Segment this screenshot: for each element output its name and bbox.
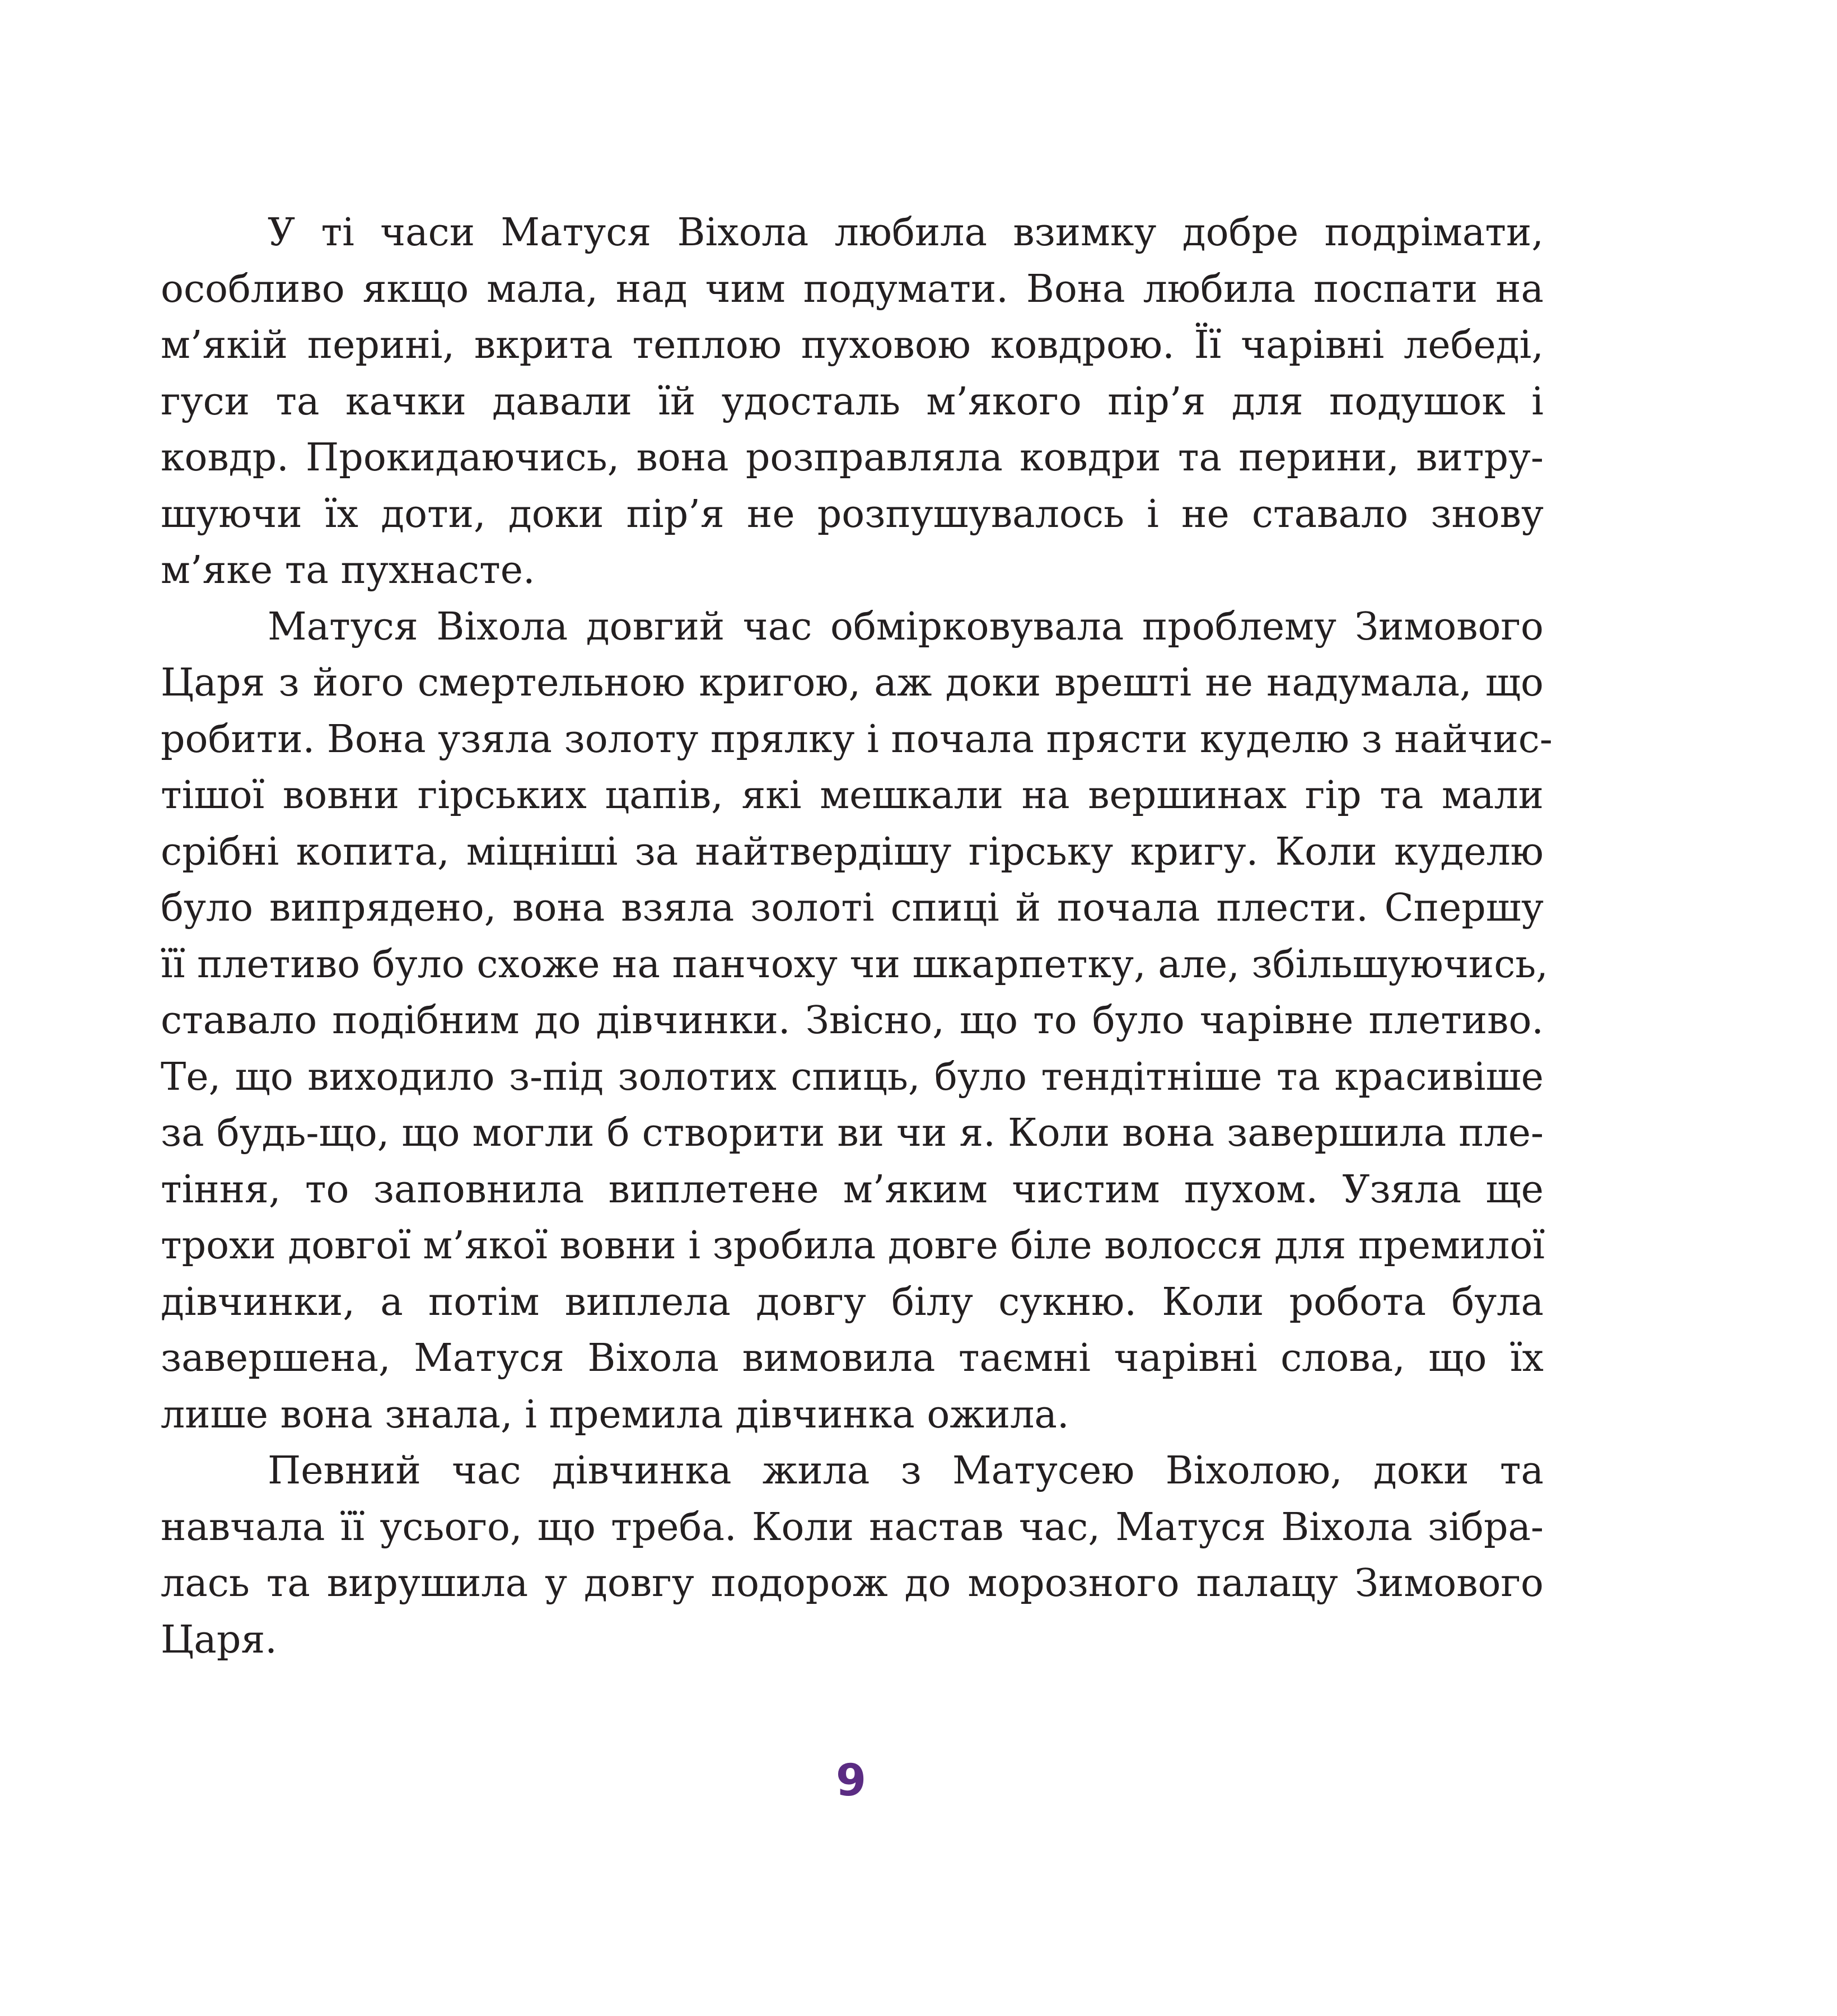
text-line: м’яке та пухнасте. <box>161 548 535 592</box>
text-line: м’якій перині, вкрита теплою пуховою ковдрою. Її чарівні лебеді, <box>161 323 1544 367</box>
text-line: Певний час дівчинка жила з Матусею Віхолою, доки та <box>268 1449 1544 1493</box>
text-line: її плетиво було схоже на панчоху чи шкарпетку, але, збільшуючись, <box>161 942 1548 987</box>
text-line: завершена, Матуся Віхола вимовила таємні чарівні слова, що їх <box>161 1336 1544 1380</box>
text-line: навчала її усього, що треба. Коли настав час, Матуся Віхола зібра- <box>161 1505 1544 1550</box>
paragraph <box>161 1443 1544 1668</box>
paragraph <box>161 599 1553 1444</box>
text-line: ковдр. Прокидаючись, вона розправляла ковдри та перини, витру- <box>161 436 1544 480</box>
text-line: гуси та качки давали їй удосталь м’якого пір’я для подушок і <box>161 379 1544 424</box>
text-line: У ті часи Матуся Віхола любила взимку добре подрімати, <box>268 211 1544 255</box>
text-line: дівчинки, а потім виплела довгу білу сукню. Коли робота була <box>161 1280 1544 1324</box>
text-line: було випрядено, вона взяла золоті спиці й почала плести. Спершу <box>161 886 1544 930</box>
text-line: шуючи їх доти, доки пір’я не розпушувалось і не ставало знову <box>161 492 1544 536</box>
text-line: Царя з його смертельною кригою, аж доки врешті не надумала, що <box>161 661 1544 705</box>
text-line: лише вона знала, і премила дівчинка ожила. <box>161 1392 1069 1437</box>
text-line: Матуся Віхола довгий час обмірковувала проблему Зимового <box>268 604 1544 649</box>
body-text <box>161 205 1553 1668</box>
text-line: тішої вовни гірських цапів, які мешкали на вершинах гір та мали <box>161 773 1544 818</box>
page-number: 9 <box>835 1756 867 1806</box>
text-line: робити. Вона узяла золоту прялку і почала прясти куделю з найчис- <box>161 717 1553 762</box>
text-line: Те, що виходило з-під золотих спиць, було тендітніше та красивіше <box>161 1054 1544 1099</box>
text-line: особливо якщо мала, над чим подумати. Вона любила поспати на <box>161 267 1544 311</box>
text-line: за будь-що, що могли б створити ви чи я. Коли вона завершила пле- <box>161 1111 1544 1155</box>
text-line: лась та вирушила у довгу подорож до морозного палацу Зимового <box>161 1561 1544 1606</box>
paragraph <box>161 205 1544 599</box>
text-line: ставало подібним до дівчинки. Звісно, що то було чарівне плетиво. <box>161 998 1544 1043</box>
text-line: трохи довгої м’якої вовни і зробила довге біле волосся для премилої <box>161 1224 1545 1268</box>
text-line: тіння, то заповнила виплетене м’яким чистим пухом. Узяла ще <box>161 1167 1544 1212</box>
text-line: срібні копита, міцніші за найтвердішу гірську кригу. Коли куделю <box>161 829 1544 874</box>
text-line: Царя. <box>161 1617 277 1662</box>
